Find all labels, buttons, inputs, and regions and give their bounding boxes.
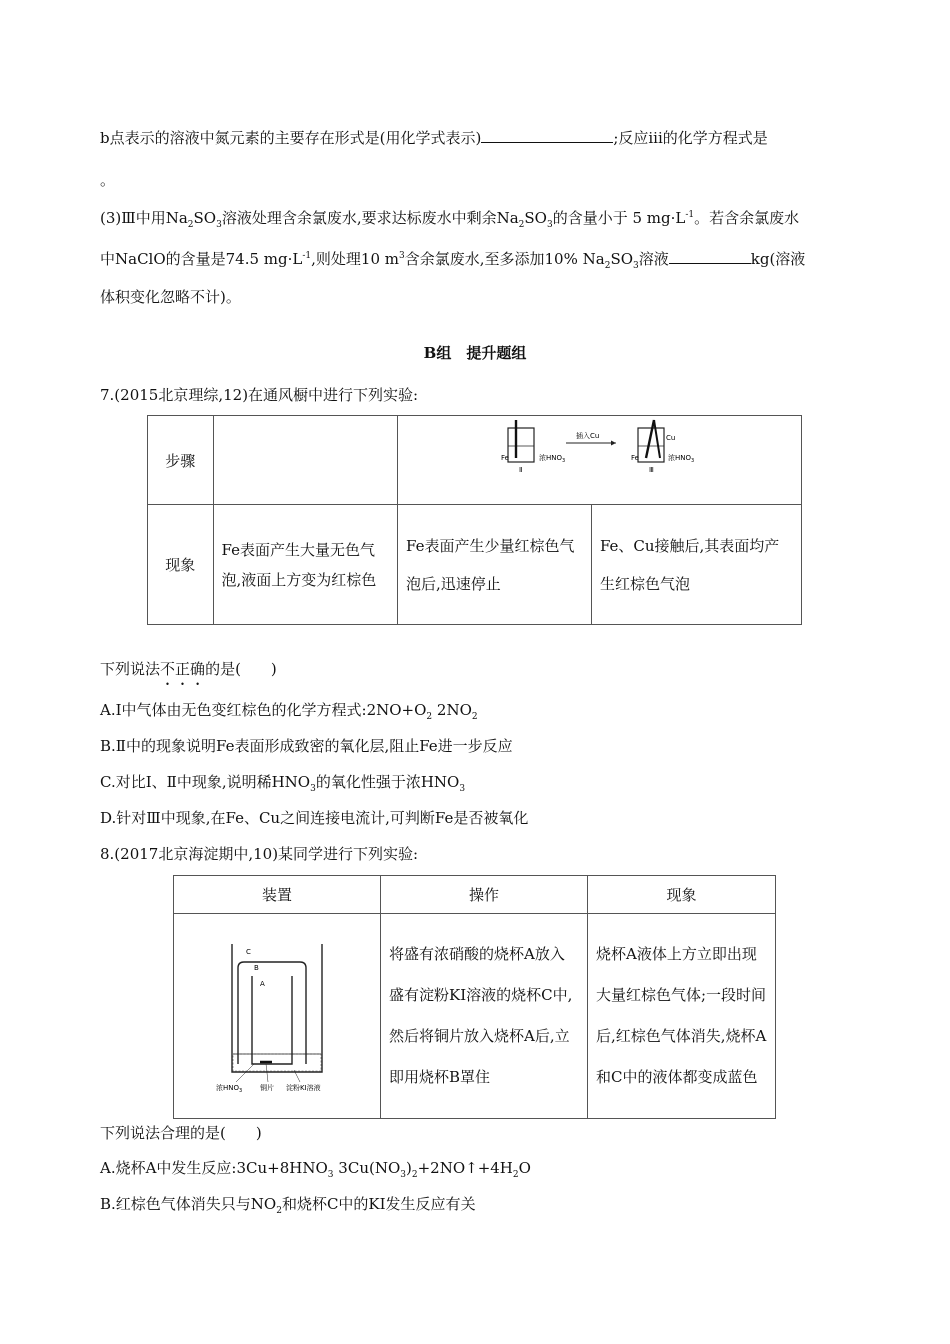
beaker-c	[232, 944, 322, 1072]
svg-text:浓HNO3: 浓$HNO_3$	[667, 454, 695, 464]
label-acid: 浓HNO	[216, 1084, 240, 1092]
q8-intro: 8.(2017北京海淀期中,10)某同学进行下列实验:	[100, 845, 419, 863]
fe-label-1: Fe	[500, 454, 509, 462]
fe-wire-3	[646, 420, 654, 458]
q7-table	[147, 415, 802, 625]
q8-header-phenomenon: 现象	[588, 876, 776, 914]
beaker-2	[508, 428, 534, 462]
q6-part3-line3: 体积变化忽略不计)。	[100, 288, 241, 306]
answer-blank[interactable]	[481, 128, 613, 143]
arrow-label: 插入Cu	[575, 432, 600, 440]
q7-step-figure	[397, 416, 801, 505]
q7-row-label-step: 步骤	[148, 416, 214, 505]
label-b: B	[254, 964, 259, 972]
label-ki: 淀粉KI溶液	[286, 1084, 321, 1092]
svg-text:浓HNO3: 浓$HNO_3$	[538, 454, 566, 464]
q8-header-operation: 操作	[381, 876, 588, 914]
q8-operation: 将盛有浓硝酸的烧杯A放入盛有淀粉KI溶液的烧杯C中,然后将铜片放入烧杯A后,立即用烧杯B罩住	[381, 914, 588, 1119]
q6-line1: b点表示的溶液中氮元素的主要存在形式是(用化学式表示) ;反应iii的化学方程式是	[100, 129, 768, 147]
q7-option-c: C.对比Ⅰ、Ⅱ中现象,说明稀$HNO_3$的氧化性强于浓$HNO_3$	[100, 773, 466, 794]
answer-blank[interactable]	[669, 249, 751, 264]
q7-step-cell-1	[213, 416, 397, 505]
q7-observation-1: Fe表面产生大量无色气泡,液面上方变为红棕色	[213, 505, 397, 625]
q7-observation-2: Fe表面产生少量红棕色气泡后,迅速停止	[397, 505, 591, 625]
cu-wire-3	[654, 420, 660, 458]
beaker-a	[252, 976, 292, 1064]
q8-header-device: 装置	[174, 876, 381, 914]
q8-apparatus-figure	[174, 914, 378, 1118]
label-copper: 铜片	[260, 1084, 274, 1092]
q7-option-b: B.Ⅱ中的现象说明Fe表面形成致密的氧化层,阻止Fe进一步反应	[100, 737, 513, 755]
q8-phenomenon: 烧杯A液体上方立即出现大量红棕色气体;一段时间后,红棕色气体消失,烧杯A和C中的液体都变成蓝色	[588, 914, 776, 1119]
acid-label-1: 浓HNO	[538, 454, 562, 462]
q6-line2: 。	[100, 171, 116, 189]
cu-label: Cu	[665, 434, 676, 442]
q7-row-label-phenomenon: 现象	[148, 505, 214, 625]
q8-table	[173, 875, 776, 1119]
beaker-b	[238, 962, 306, 1064]
q7-option-d: D.针对Ⅲ中现象,在Fe、Cu之间连接电流计,可判断Fe是否被氧化	[100, 809, 529, 827]
svg-text:浓HNO3: 浓$HNO_3$	[216, 1084, 243, 1094]
q6-part3-line1: (3)Ⅲ中用$Na_2SO_3$溶液处理含余氯废水,要求达标废水中剩余$Na_2SO_3$的含量小于 5 $mg\cdot L^{-1}$。若含余氯废水	[100, 209, 800, 230]
fe-label-2: Fe	[630, 454, 639, 462]
emphasis-dotted: 不正确	[160, 660, 206, 678]
q7-observation-3: Fe、Cu接触后,其表面均产生红棕色气泡	[591, 505, 801, 625]
section-title: B组 提升题组	[423, 344, 527, 362]
q8-option-b: B.红棕色气体消失只与$NO_2$和烧杯C中的KI发生反应有关	[100, 1195, 476, 1216]
arrow-head-icon	[611, 441, 616, 446]
acid-label-2: 浓HNO	[667, 454, 691, 462]
label-c: C	[246, 948, 251, 956]
label-a: A	[260, 980, 265, 988]
q7-question: 下列说法不正确的是( )	[100, 660, 277, 678]
beaker-number-3: Ⅲ	[648, 466, 654, 474]
q8-option-a: A.烧杯A中发生反应$:3Cu+8HNO_3$ $3Cu(NO_3)_2+2NO↑+4H_2O$	[100, 1159, 531, 1180]
q8-question: 下列说法合理的是( )	[100, 1124, 262, 1142]
q7-intro: 7.(2015北京理综,12)在通风橱中进行下列实验:	[100, 386, 419, 404]
beaker-number-2: Ⅱ	[518, 466, 523, 474]
q8-device-figure	[174, 914, 381, 1119]
q7-apparatus-figure	[398, 416, 801, 504]
q6-part3-line2: 中NaClO的含量是74.5 $mg\cdot L^{-1}$,则处理10 $m^3$含余氯废水,至多添加10% $Na_2SO_3$溶液 kg(溶液	[100, 250, 806, 271]
q7-option-a: A.Ⅰ中气体由无色变红棕色的化学方程式$:2NO+O_2$ $2NO_2$	[100, 701, 478, 722]
